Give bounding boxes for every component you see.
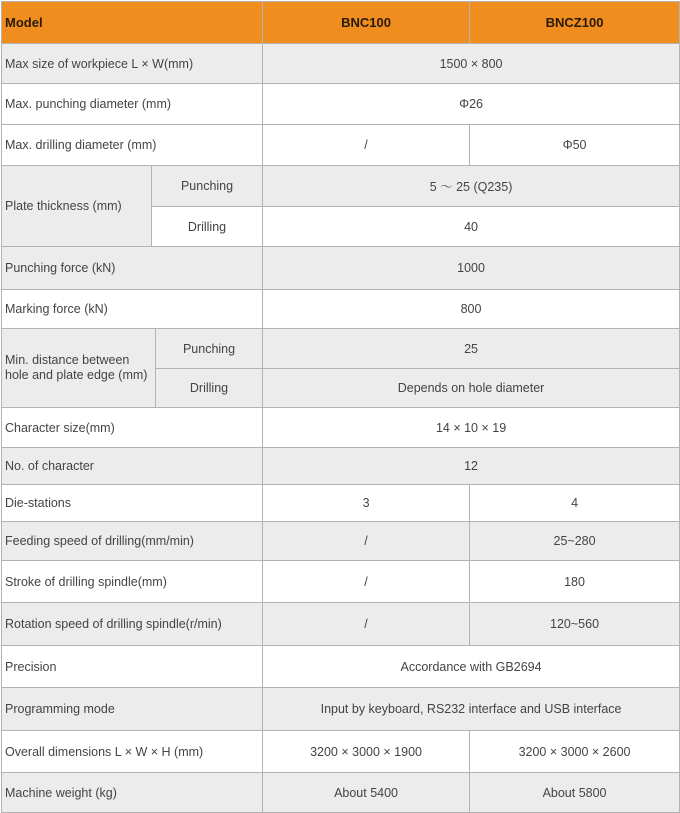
row-value-bncz100: 25~280 xyxy=(470,522,680,561)
row-value-bncz100: 120~560 xyxy=(470,603,680,646)
table-row xyxy=(2,448,680,485)
row-label: Overall dimensions L × W × H (mm) xyxy=(2,731,263,773)
row-value: 800 xyxy=(263,290,680,329)
row-label: Min. distance between hole and plate edge (mm) xyxy=(2,329,156,408)
sub-label-punching: Punching xyxy=(156,329,263,369)
table-row xyxy=(2,603,680,646)
row-label: Feeding speed of drilling(mm/min) xyxy=(2,522,263,561)
row-label: Machine weight (kg) xyxy=(2,773,263,813)
row-value: 1000 xyxy=(263,247,680,290)
row-value: Φ26 xyxy=(263,84,680,125)
row-label: Max. drilling diameter (mm) xyxy=(2,125,263,166)
row-value-bnc100: 3 xyxy=(263,485,470,522)
row-value: Accordance with GB2694 xyxy=(263,646,680,688)
table-row xyxy=(2,290,680,329)
table-row xyxy=(2,731,680,773)
table-row xyxy=(2,408,680,448)
table-row xyxy=(2,329,680,369)
header-model: Model xyxy=(2,2,263,44)
sub-label-drilling: Drilling xyxy=(156,369,263,408)
row-value: 25 xyxy=(263,329,680,369)
row-value: 40 xyxy=(263,207,680,247)
row-value: 14 × 10 × 19 xyxy=(263,408,680,448)
row-value: Depends on hole diameter xyxy=(263,369,680,408)
row-value: Input by keyboard, RS232 interface and USB interface xyxy=(263,688,680,731)
table-row xyxy=(2,522,680,561)
sub-label-drilling: Drilling xyxy=(152,207,263,247)
row-label: Die-stations xyxy=(2,485,263,522)
row-value: 1500 × 800 xyxy=(263,44,680,84)
row-value: 5 ～ 25 (Q235) xyxy=(263,166,680,207)
table-row xyxy=(2,485,680,522)
row-label: Punching force (kN) xyxy=(2,247,263,290)
row-value-bncz100: 180 xyxy=(470,561,680,603)
table-row xyxy=(2,773,680,813)
sub-label-punching: Punching xyxy=(152,166,263,207)
table-row xyxy=(2,646,680,688)
row-value-bnc100: / xyxy=(263,125,470,166)
spec-table xyxy=(1,1,680,813)
row-value: 12 xyxy=(263,448,680,485)
table-row xyxy=(2,166,680,207)
table-row xyxy=(2,44,680,84)
header-bncz100: BNCZ100 xyxy=(470,2,680,44)
table-row xyxy=(2,247,680,290)
row-value-bncz100: Φ50 xyxy=(470,125,680,166)
row-value-bnc100: About 5400 xyxy=(263,773,470,813)
table-row xyxy=(2,561,680,603)
row-label: Programming mode xyxy=(2,688,263,731)
table-row xyxy=(2,688,680,731)
header-bnc100: BNC100 xyxy=(263,2,470,44)
row-label: Plate thickness (mm) xyxy=(2,166,152,247)
row-value-bnc100: / xyxy=(263,561,470,603)
row-label: Rotation speed of drilling spindle(r/min) xyxy=(2,603,263,646)
row-value-bncz100: 4 xyxy=(470,485,680,522)
row-value-bncz100: 3200 × 3000 × 2600 xyxy=(470,731,680,773)
table-row xyxy=(2,84,680,125)
table-row xyxy=(2,125,680,166)
row-value-bncz100: About 5800 xyxy=(470,773,680,813)
row-label: Max. punching diameter (mm) xyxy=(2,84,263,125)
row-label: No. of character xyxy=(2,448,263,485)
header-row xyxy=(2,2,680,44)
row-label: Precision xyxy=(2,646,263,688)
row-label: Max size of workpiece L × W(mm) xyxy=(2,44,263,84)
row-label: Stroke of drilling spindle(mm) xyxy=(2,561,263,603)
row-label: Marking force (kN) xyxy=(2,290,263,329)
row-label: Character size(mm) xyxy=(2,408,263,448)
row-value-bnc100: 3200 × 3000 × 1900 xyxy=(263,731,470,773)
row-value-bnc100: / xyxy=(263,522,470,561)
row-value-bnc100: / xyxy=(263,603,470,646)
